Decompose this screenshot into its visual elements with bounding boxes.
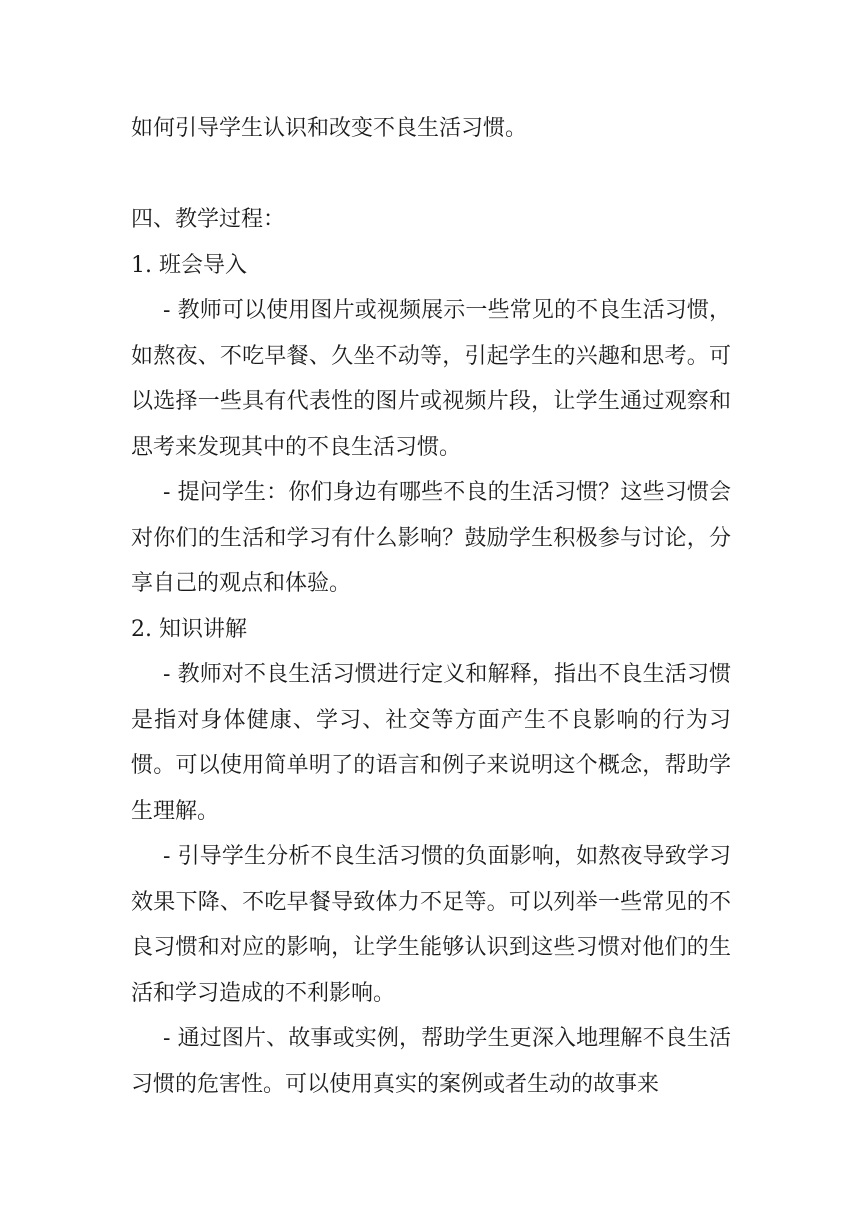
bullet-paragraph-1: - 教师可以使用图片或视频展示一些常见的不良生活习惯，如熬夜、不吃早餐、久坐不动等，引起学生的兴趣和思考。可以选择一些具有代表性的图片或视频片段，让学生通过观察和思考来发现其中的不良生活习惯。: [131, 298, 731, 460]
subheading-knowledge: 2. 知识讲解: [131, 616, 247, 642]
bullet-paragraph-5: - 通过图片、故事或实例，帮助学生更深入地理解不良生活习惯的危害性。可以使用真实的案例或者生动的故事来: [131, 1026, 731, 1097]
document-body: [131, 106, 731, 1107]
blank-line: [131, 152, 731, 198]
bullet-paragraph-2: - 提问学生：你们身边有哪些不良的生活习惯？这些习惯会对你们的生活和学习有什么影响？鼓励学生积极参与讨论，分享自己的观点和体验。: [131, 480, 731, 596]
subheading-class-intro: 1. 班会导入: [131, 252, 247, 278]
bullet-paragraph-3: - 教师对不良生活习惯进行定义和解释，指出不良生活习惯是指对身体健康、学习、社交等方面产生不良影响的行为习惯。可以使用简单明了的语言和例子来说明这个概念，帮助学生理解。: [131, 662, 731, 824]
section-heading-teaching-process: 四、教学过程：: [131, 207, 286, 232]
bullet-paragraph-4: - 引导学生分析不良生活习惯的负面影响，如熬夜导致学习效果下降、不吃早餐导致体力不足等。可以列举一些常见的不良习惯和对应的影响，让学生能够认识到这些习惯对他们的生活和学习造成的不利影响。: [131, 844, 731, 1006]
paragraph-intro: 如何引导学生认识和改变不良生活习惯。: [131, 116, 528, 141]
